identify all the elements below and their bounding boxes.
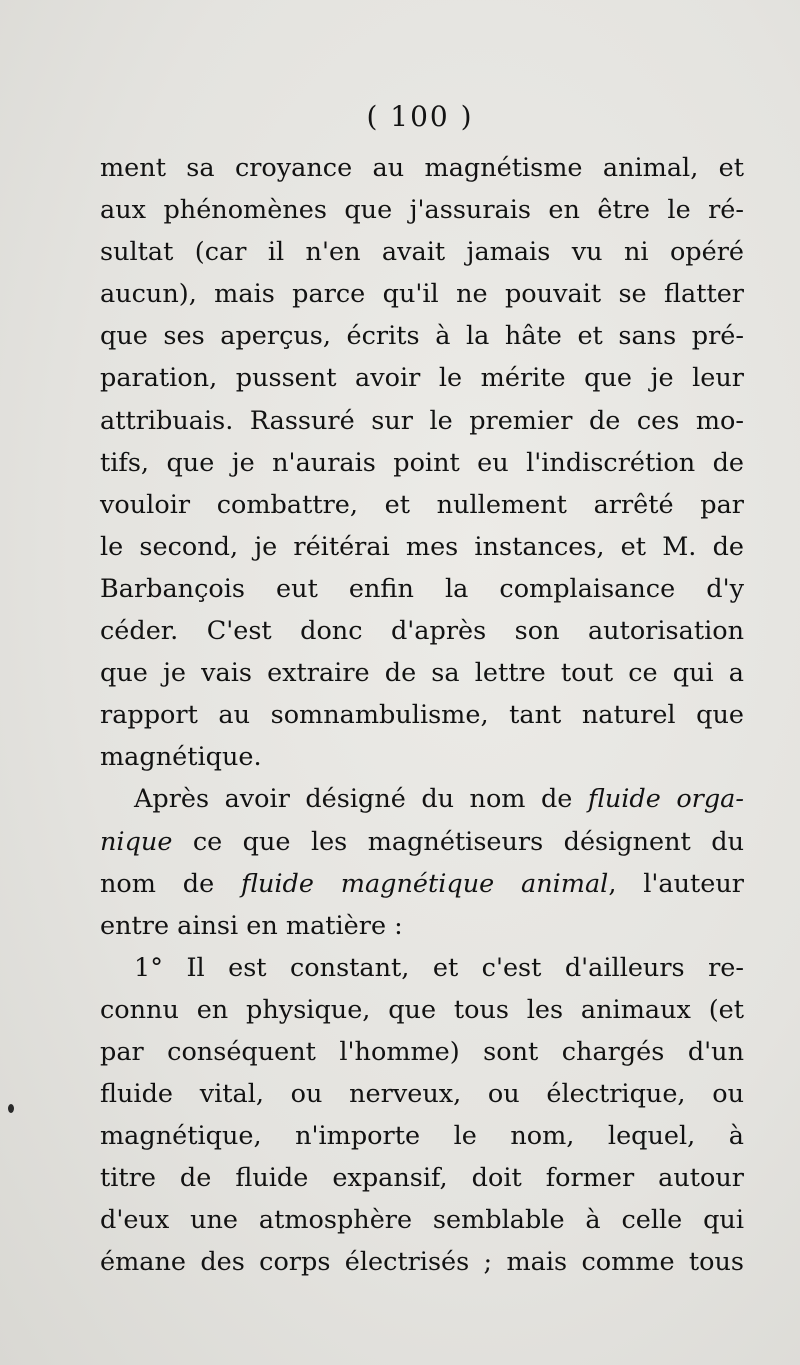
text-segment: paration, pussent avoir le mérite que je leur: [100, 363, 744, 394]
text-segment: tifs, que je n'aurais point eu l'indiscrétion de: [100, 447, 744, 478]
italic-text: nique: [100, 826, 173, 857]
text-line: [100, 652, 744, 694]
text-line: [100, 905, 744, 947]
text-line: [100, 189, 744, 231]
italic-text: fluide orga-: [587, 784, 744, 815]
text-segment: ment sa croyance au magnétisme animal, et: [100, 153, 744, 183]
text-line: [100, 863, 744, 905]
text-segment: nom de: [100, 868, 241, 899]
text-segment: que ses aperçus, écrits à la hâte et sans pré-: [100, 321, 744, 352]
text-line: [100, 1073, 744, 1115]
text-segment: Barbançois eut enfin la complaisance d'y: [100, 573, 744, 604]
text-segment: 1° Il est constant, et c'est d'ailleurs re-: [134, 952, 744, 983]
text-line: [100, 1157, 744, 1199]
text-line: [100, 357, 744, 399]
text-segment: que je vais extraire de sa lettre tout ce qui a: [100, 658, 744, 689]
text-line: [100, 231, 744, 273]
text-line: [100, 947, 744, 989]
text-segment: rapport au somnambulisme, tant naturel que: [100, 700, 744, 731]
text-line: [100, 315, 744, 357]
text-line: [100, 147, 744, 189]
text-segment: aux phénomènes que j'assurais en être le ré-: [100, 195, 744, 226]
text-segment: d'eux une atmosphère semblable à celle qui: [100, 1205, 744, 1236]
text-segment: sultat (car il n'en avait jamais vu ni opéré: [100, 237, 744, 268]
text-line: [100, 736, 744, 778]
page-number: ( 100 ): [366, 100, 474, 133]
text-line: [100, 1031, 744, 1073]
text-line: [100, 1115, 744, 1157]
text-segment: Après avoir désigné du nom de: [134, 784, 588, 815]
text-line: [100, 778, 744, 820]
text-segment: magnétique.: [100, 742, 262, 773]
text-segment: céder. C'est donc d'après son autorisation: [100, 616, 744, 647]
text-segment: par conséquent l'homme) sont chargés d'un: [100, 1036, 744, 1067]
text-segment: attribuais. Rassuré sur le premier de ces mo-: [100, 405, 744, 436]
text-segment: fluide vital, ou nerveux, ou électrique, ou: [100, 1079, 744, 1110]
text-line: [100, 1199, 744, 1241]
text-segment: vouloir combattre, et nullement arrêté par: [100, 489, 744, 520]
body-text: [100, 147, 744, 1284]
text-segment: entre ainsi en matière :: [100, 910, 403, 941]
text-line: [100, 484, 744, 526]
text-line: [100, 610, 744, 652]
text-segment: titre de fluide expansif, doit former autour: [100, 1163, 744, 1194]
text-segment: aucun), mais parce qu'il ne pouvait se flatter: [100, 279, 744, 310]
text-segment: , l'auteur: [608, 868, 744, 899]
text-segment: magnétique, n'importe le nom, lequel, à: [100, 1121, 744, 1152]
text-line: [100, 526, 744, 568]
ink-speck: [8, 1104, 14, 1113]
italic-text: fluide magnétique animal: [240, 868, 609, 899]
text-line: [100, 400, 744, 442]
text-line: [100, 568, 744, 610]
text-segment: émane des corps électrisés ; mais comme tous: [100, 1247, 744, 1278]
text-segment: connu en physique, que tous les animaux (et: [100, 994, 744, 1025]
text-line: [100, 442, 744, 484]
text-segment: ce que les magnétiseurs désignent du: [172, 826, 744, 857]
text-segment: le second, je réitérai mes instances, et M. de: [100, 531, 744, 562]
text-line: [100, 989, 744, 1031]
text-line: [100, 694, 744, 736]
text-line: [100, 1241, 744, 1283]
text-line: [100, 821, 744, 863]
text-line: [100, 273, 744, 315]
